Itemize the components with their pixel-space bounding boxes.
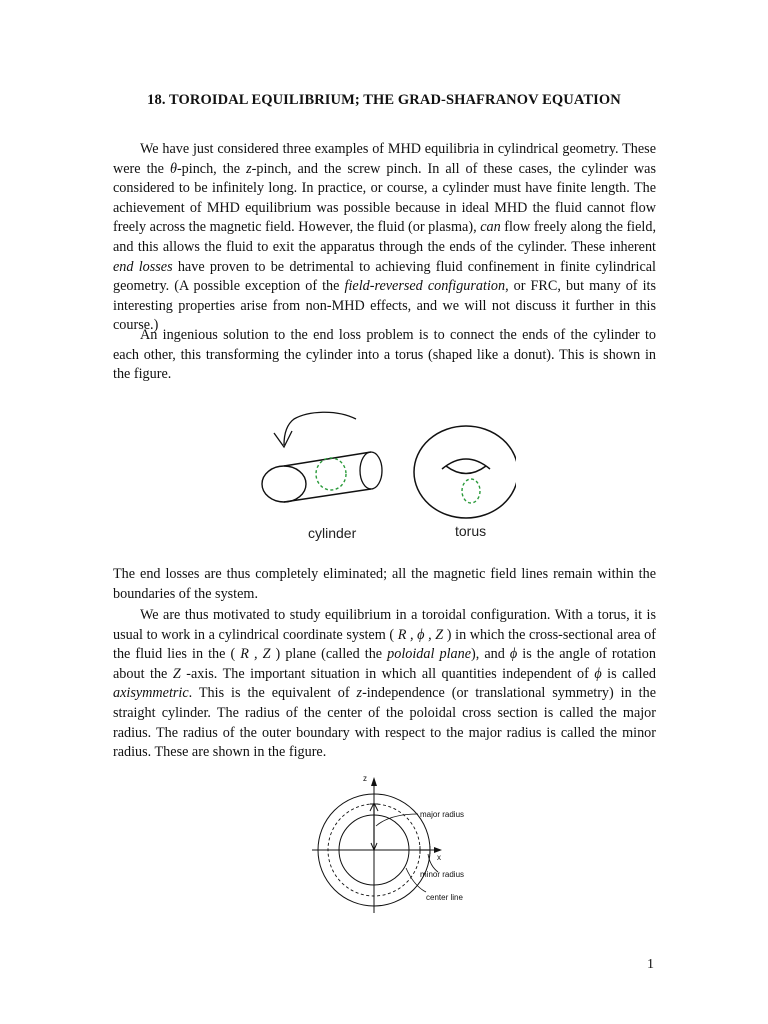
- figure-radii: [310, 768, 500, 916]
- paragraph-2: An ingenious solution to the end loss problem is to connect the ends of the cylinder to each other, this transforming the cylinder into a torus (shaped like a donut). This is shown in the figure.: [113, 327, 656, 383]
- torus-cross-section: [462, 479, 480, 503]
- bend-arrow: [284, 412, 356, 445]
- figure-cylinder-torus: [256, 405, 516, 550]
- major-radius-label: major radius: [420, 810, 465, 819]
- paragraph-3: The end losses are thus completely eliminated; all the magnetic field lines remain within the boundaries of the system.: [113, 566, 656, 602]
- minor-radius-label: minor radius: [420, 870, 465, 879]
- section-title: 18. TOROIDAL EQUILIBRIUM; THE GRAD-SHAFRANOV EQUATION: [147, 92, 621, 108]
- x-axis-label: x: [437, 853, 441, 862]
- page-number: 1: [647, 957, 654, 972]
- cylinder-shape: [262, 452, 382, 502]
- paragraph-1: We have just considered three examples of MHD equilibria in cylindrical geometry. These were the θ-pinch, the z-pinch, and the screw pinch. In all of these cases, the cylinder was considered to be infinitely long. In practice, or course, a cylinder must have finite length. The achievement of MHD equilibrium was possible because in ideal MHD the fluid cannot flow freely across the magnetic field. However, the fluid (or plasma), can flow freely along the field, and this allows the fluid to exit the apparatus through the ends of the cylinder. These inherent end losses have proven to be detrimental to achieving fluid confinement in finite cylindrical geometry. (A possible exception of the field-reversed configuration, or FRC, but many of its interesting properties arise from non-MHD effects, and we will not discuss it further in this course.): [113, 141, 657, 334]
- torus-shape: [414, 426, 516, 518]
- z-axis-arrow-icon: [371, 777, 377, 786]
- torus-label: torus: [455, 523, 487, 539]
- arrow-head-icon: [274, 431, 292, 447]
- z-axis-label: z: [363, 774, 367, 783]
- torus-radii-diagram: [310, 768, 500, 916]
- cylinder-cross-section: [316, 458, 346, 490]
- center-line-label: center line: [426, 893, 463, 902]
- cylinder-torus-diagram: [256, 405, 516, 550]
- paragraph-4: We are thus motivated to study equilibrium in a toroidal configuration. With a torus, it is usual to work in a cylindrical coordinate system ( R , ϕ , Z ) in which the cross-sectional area of the fluid lies in the ( R , Z ) plane (called the poloidal plane), and ϕ is the angle of rotation about the Z -axis. The important situation in which all quantities independent of ϕ is called axisymmetric. This is the equivalent of z-independence (or translational symmetry) in the straight cylinder. The radius of the center of the poloidal cross section is called the major radius. The radius of the outer boundary with respect to the major radius is called the minor radius. These are shown in the figure.: [113, 607, 656, 761]
- cylinder-label: cylinder: [308, 525, 357, 541]
